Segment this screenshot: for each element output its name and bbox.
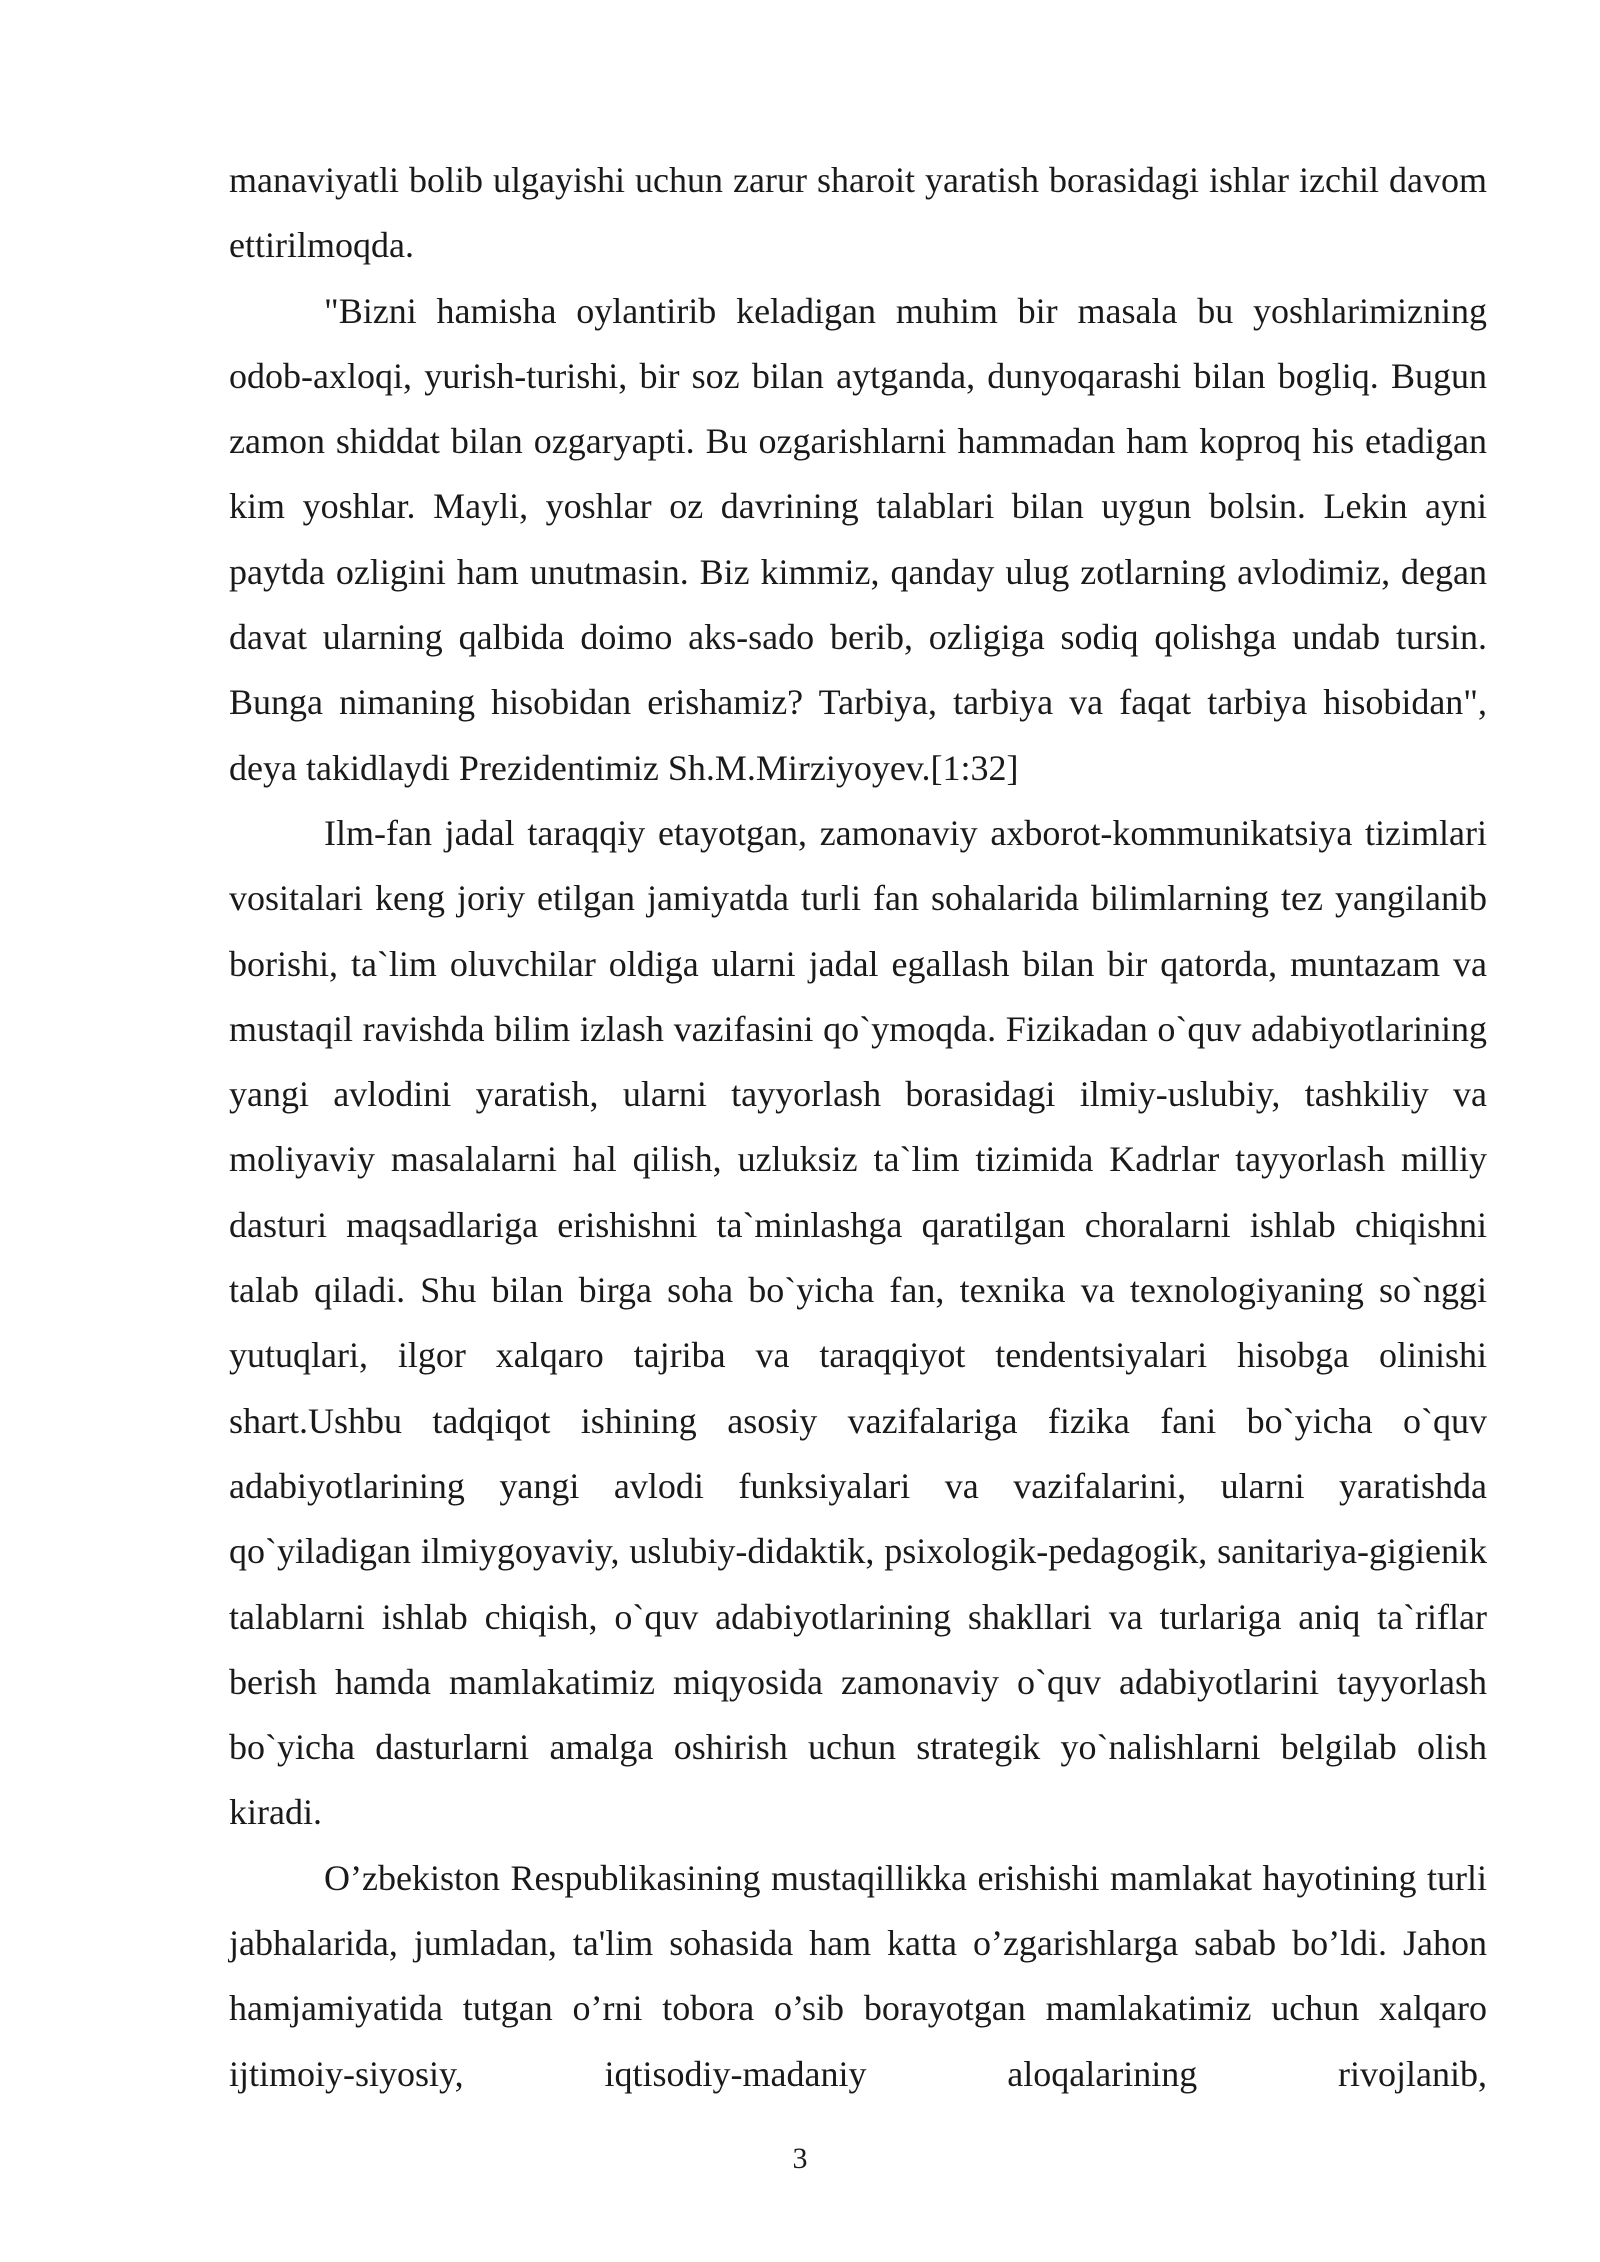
document-body bbox=[229, 148, 1487, 2107]
paragraph-president-quote: "Bizni hamisha oylantirib keladigan muhim bir masala bu yoshlarimizning odob-axloqi, yurish-turishi, bir soz bilan aytganda, dunyoqarashi bilan bogliq. Bugun zamon shiddat bilan ozgaryapti. Bu ozgarishlarni hammadan ham koproq his etadigan kim yoshlar. Mayli, yoshlar oz davrining talablari bilan uygun bolsin. Lekin ayni paytda ozligini ham unutmasin. Biz kimmiz, qanday ulug zotlarning avlodimiz, degan davat ularning qalbida doimo aks-sado berib, ozligiga sodiq qolishga undab tursin. Bunga nimaning hisobidan erishamiz? Tarbiya, tarbiya va faqat tarbiya hisobidan", deya takidlaydi Prezidentimiz Sh.M.Mirziyoyev.[1:32] bbox=[229, 290, 1487, 788]
page-number: 3 bbox=[792, 2142, 808, 2175]
paragraph-continuation: manaviyatli bolib ulgayishi uchun zarur sharoit yaratish borasidagi ishlar izchil davom ettirilmoqda. bbox=[229, 160, 1487, 266]
paragraph-independence: O’zbekiston Respublikasining mustaqillikka erishishi mamlakat hayotining turli jabhalarida, jumladan, ta'lim sohasida ham katta o’zgarishlarga sabab bo’ldi. Jahon hamjamiyatida tutgan o’rni tobora o’sib borayotgan mamlakatimiz uchun xalqaro ijtimoiy-siyosiy, iqtisodiy-madaniy aloqalarining rivojlanib, bbox=[229, 1857, 1487, 2094]
paragraph-science-education: Ilm-fan jadal taraqqiy etayotgan, zamonaviy axborot-kommunikatsiya tizimlari vositalari keng joriy etilgan jamiyatda turli fan sohalarida bilimlarning tez yangilanib borishi, ta`lim oluvchilar oldiga ularni jadal egallash bilan bir qatorda, muntazam va mustaqil ravishda bilim izlash vazifasini qo`ymoqda. Fizikadan o`quv adabiyotlarining yangi avlodini yaratish, ularni tayyorlash borasidagi ilmiy-uslubiy, tashkiliy va moliyaviy masalalarni hal qilish, uzluksiz ta`lim tizimida Kadrlar tayyorlash milliy dasturi maqsadlariga erishishni ta`minlashga qaratilgan choralarni ishlab chiqishni talab qiladi. Shu bilan birga soha bo`yicha fan, texnika va texnologiyaning so`nggi yutuqlari, ilgor xalqaro tajriba va taraqqiyot tendentsiyalari hisobga olinishi shart.Ushbu tadqiqot ishining asosiy vazifalariga fizika fani bo`yicha o`quv adabiyotlarining yangi avlodi funksiyalari va vazifalarini, ularni yaratishda qo`yiladigan ilmiygoyaviy, uslubiy-didaktik, psixologik-pedagogik, sanitariya-gigienik talablarni ishlab chiqish, o`quv adabiyotlarining shakllari va turlariga aniq ta`riflar berish hamda mamlakatimiz miqyosida zamonaviy o`quv adabiyotlarini tayyorlash bo`yicha dasturlarni amalga oshirish uchun strategik yo`nalishlarni belgilab olish kiradi. bbox=[229, 812, 1487, 1833]
